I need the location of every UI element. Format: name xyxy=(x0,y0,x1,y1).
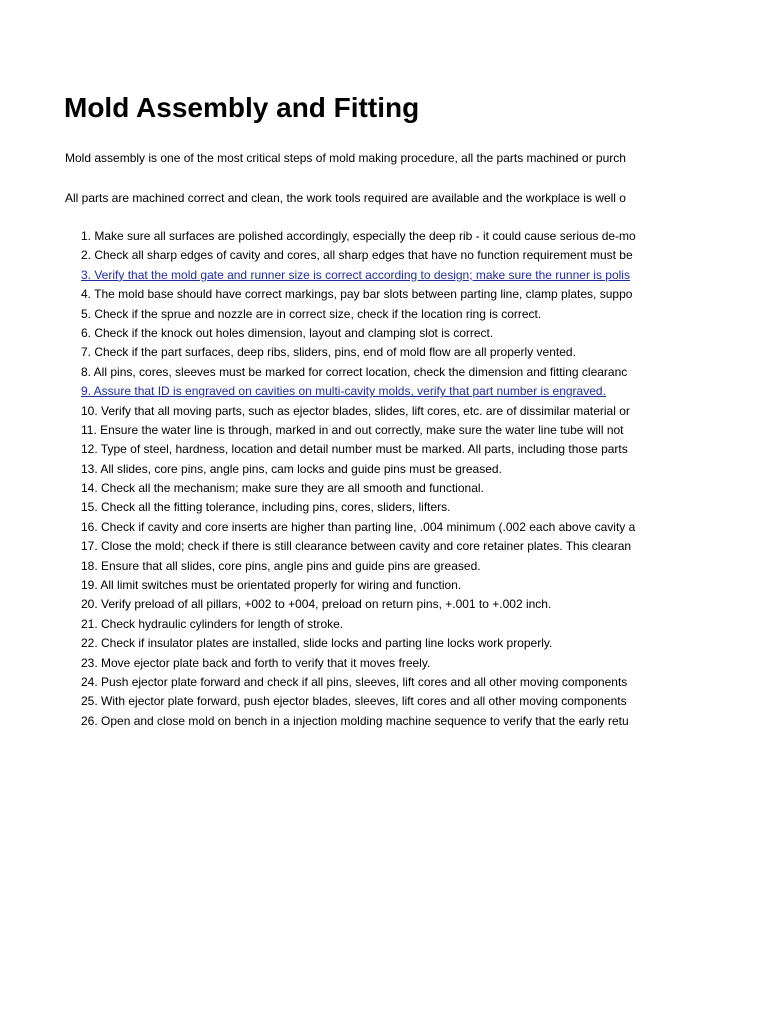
checklist xyxy=(81,227,658,731)
checklist-item: 19. All limit switches must be orientated properly for wiring and function. xyxy=(81,578,462,593)
checklist-item: 26. Open and close mold on bench in a injection molding machine sequence to verify that the early retu xyxy=(81,713,629,728)
checklist-item-link[interactable]: 9. Assure that ID is engraved on cavities on multi-cavity molds, verify that part number is engraved. xyxy=(81,384,606,399)
checklist-item: 22. Check if insulator plates are installed, slide locks and parting line locks work properly. xyxy=(81,636,553,651)
checklist-item: 20. Verify preload of all pillars, +002 to +004, preload on return pins, +.001 to +.002 inch. xyxy=(81,597,552,612)
checklist-item: 13. All slides, core pins, angle pins, cam locks and guide pins must be greased. xyxy=(81,461,502,476)
checklist-item: 21. Check hydraulic cylinders for length of stroke. xyxy=(81,616,344,631)
checklist-item: 25. With ejector plate forward, push ejector blades, sleeves, lift cores and all other moving components xyxy=(81,694,627,709)
checklist-item: 2. Check all sharp edges of cavity and cores, all sharp edges that have no function requirement must be xyxy=(81,248,633,263)
checklist-item: 5. Check if the sprue and nozzle are in correct size, check if the location ring is correct. xyxy=(81,306,542,321)
checklist-item: 15. Check all the fitting tolerance, including pins, cores, sliders, lifters. xyxy=(81,500,451,515)
page-title: Mold Assembly and Fitting xyxy=(64,92,420,123)
checklist-item: 16. Check if cavity and core inserts are higher than parting line, .004 minimum (.002 each above cavity a xyxy=(81,519,636,534)
intro-paragraph-assembly: Mold assembly is one of the most critical steps of mold making procedure, all the parts machined or purch xyxy=(65,151,626,165)
checklist-item: 11. Ensure the water line is through, marked in and out correctly, make sure the water line tube will not xyxy=(81,422,624,437)
checklist-item: 14. Check all the mechanism; make sure they are all smooth and functional. xyxy=(81,481,484,496)
checklist-item: 12. Type of steel, hardness, location and detail number must be marked. All parts, including those parts xyxy=(81,442,628,457)
checklist-item: 18. Ensure that all slides, core pins, angle pins and guide pins are greased. xyxy=(81,558,481,573)
checklist-item: 8. All pins, cores, sleeves must be marked for correct location, check the dimension and fitting clearanc xyxy=(81,364,628,379)
checklist-item: 10. Verify that all moving parts, such as ejector blades, slides, lift cores, etc. are of dissimilar material or xyxy=(81,403,630,418)
checklist-item: 1. Make sure all surfaces are polished accordingly, especially the deep rib - it could cause serious de-mo xyxy=(81,229,636,243)
checklist-item-link[interactable]: 3. Verify that the mold gate and runner size is correct according to design; make sure the runner is polis xyxy=(81,267,630,282)
checklist-item: 6. Check if the knock out holes dimension, layout and clamping slot is correct. xyxy=(81,325,494,340)
intro-paragraph-preparation: All parts are machined correct and clean, the work tools required are available and the workplace is well o xyxy=(65,191,626,205)
checklist-item: 7. Check if the part surfaces, deep ribs, sliders, pins, end of mold flow are all properly vented. xyxy=(81,345,576,360)
checklist-item: 4. The mold base should have correct markings, pay bar slots between parting line, clamp plates, suppo xyxy=(81,287,633,302)
checklist-item: 17. Close the mold; check if there is still clearance between cavity and core retainer plates. This clearan xyxy=(81,539,632,554)
checklist-item: 23. Move ejector plate back and forth to verify that it moves freely. xyxy=(81,655,431,670)
checklist-item: 24. Push ejector plate forward and check if all pins, sleeves, lift cores and all other moving components xyxy=(81,674,628,689)
